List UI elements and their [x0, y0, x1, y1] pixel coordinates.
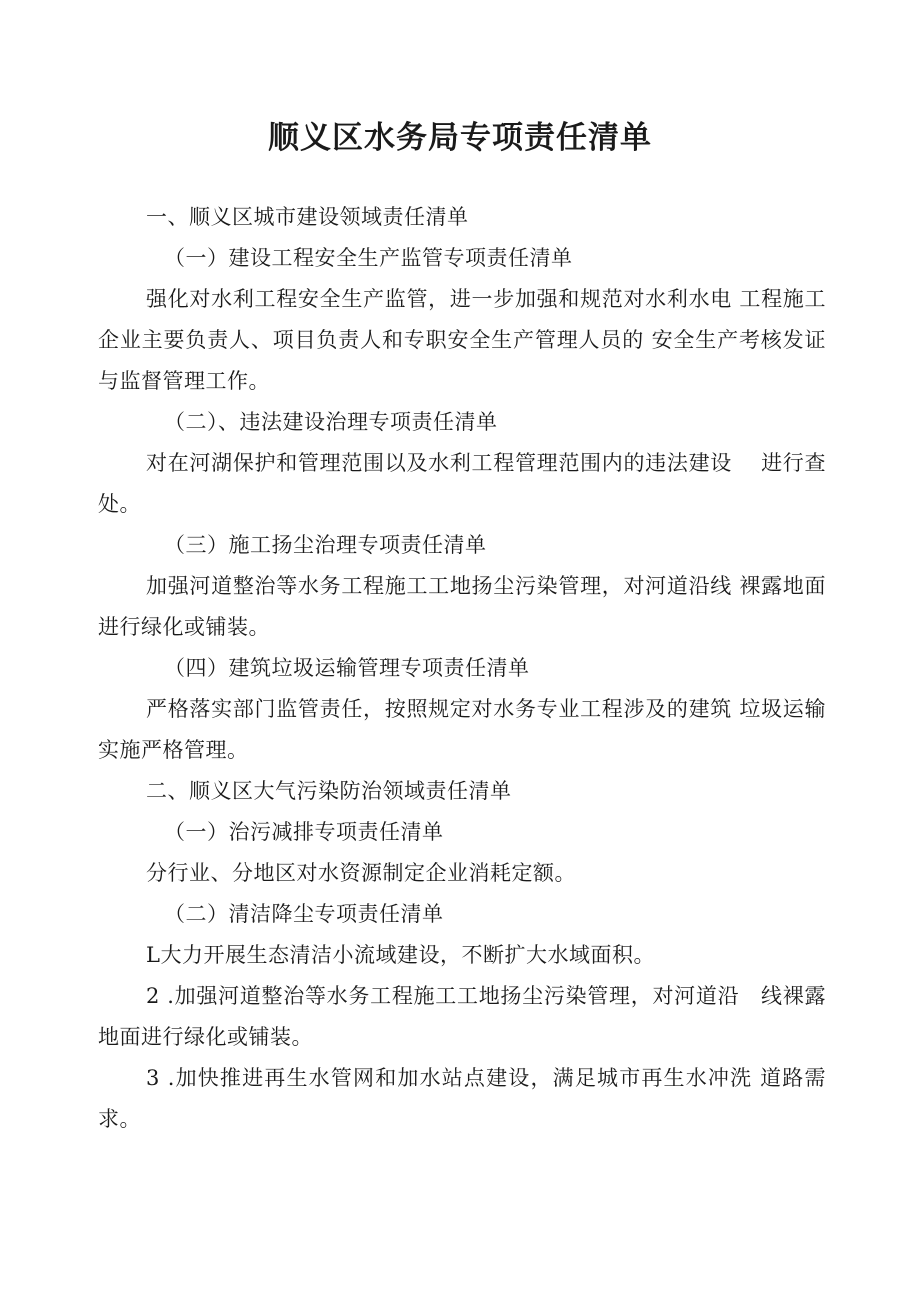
subsection-heading: （二）、违法建设治理专项责任清单: [164, 410, 498, 434]
subsection-heading: （四）建筑垃圾运输管理专项责任清单: [164, 656, 530, 680]
subsection-heading: （一）建设工程安全生产监管专项责任清单: [164, 246, 573, 270]
section-heading: 二、顺义区大气污染防治领域责任清单: [146, 779, 512, 803]
subsection-heading: （三）施工扬尘治理专项责任清单: [164, 533, 487, 557]
document-body: [98, 197, 826, 1140]
document-title: 顺义区水务局专项责任清单: [268, 120, 652, 156]
paragraph: 分行业、分地区对水资源制定企业消耗定额。: [146, 861, 576, 885]
list-item: L大力开展生态清洁小流域建设，不断扩大水域面积。: [146, 943, 655, 967]
paragraph: 严格落实部门监管责任，按照规定对水务专业工程涉及的建筑 垃圾运输实施严格管理。: [98, 697, 826, 762]
subsection-heading: （一）治污减排专项责任清单: [164, 820, 444, 844]
paragraph: 对在河湖保护和管理范围以及水利工程管理范围内的违法建设 进行查处。: [98, 451, 826, 516]
paragraph: 强化对水利工程安全生产监管，进一步加强和规范对水利水电 工程施工企业主要负责人、项目负责人和专职安全生产管理人员的 安全生产考核发证与监督管理工作。: [98, 287, 826, 393]
subsection-heading: （二）清洁降尘专项责任清单: [164, 902, 444, 926]
section-heading: 一、顺义区城市建设领域责任清单: [146, 205, 469, 229]
list-item: 2 .加强河道整治等水务工程施工工地扬尘污染管理，对河道沿 线裸露地面进行绿化或铺装。: [98, 984, 826, 1049]
paragraph: 加强河道整治等水务工程施工工地扬尘污染管理，对河道沿线 裸露地面进行绿化或铺装。: [98, 574, 826, 639]
list-item: 3 .加快推进再生水管网和加水站点建设，满足城市再生水冲洗 道路需求。: [98, 1066, 826, 1131]
